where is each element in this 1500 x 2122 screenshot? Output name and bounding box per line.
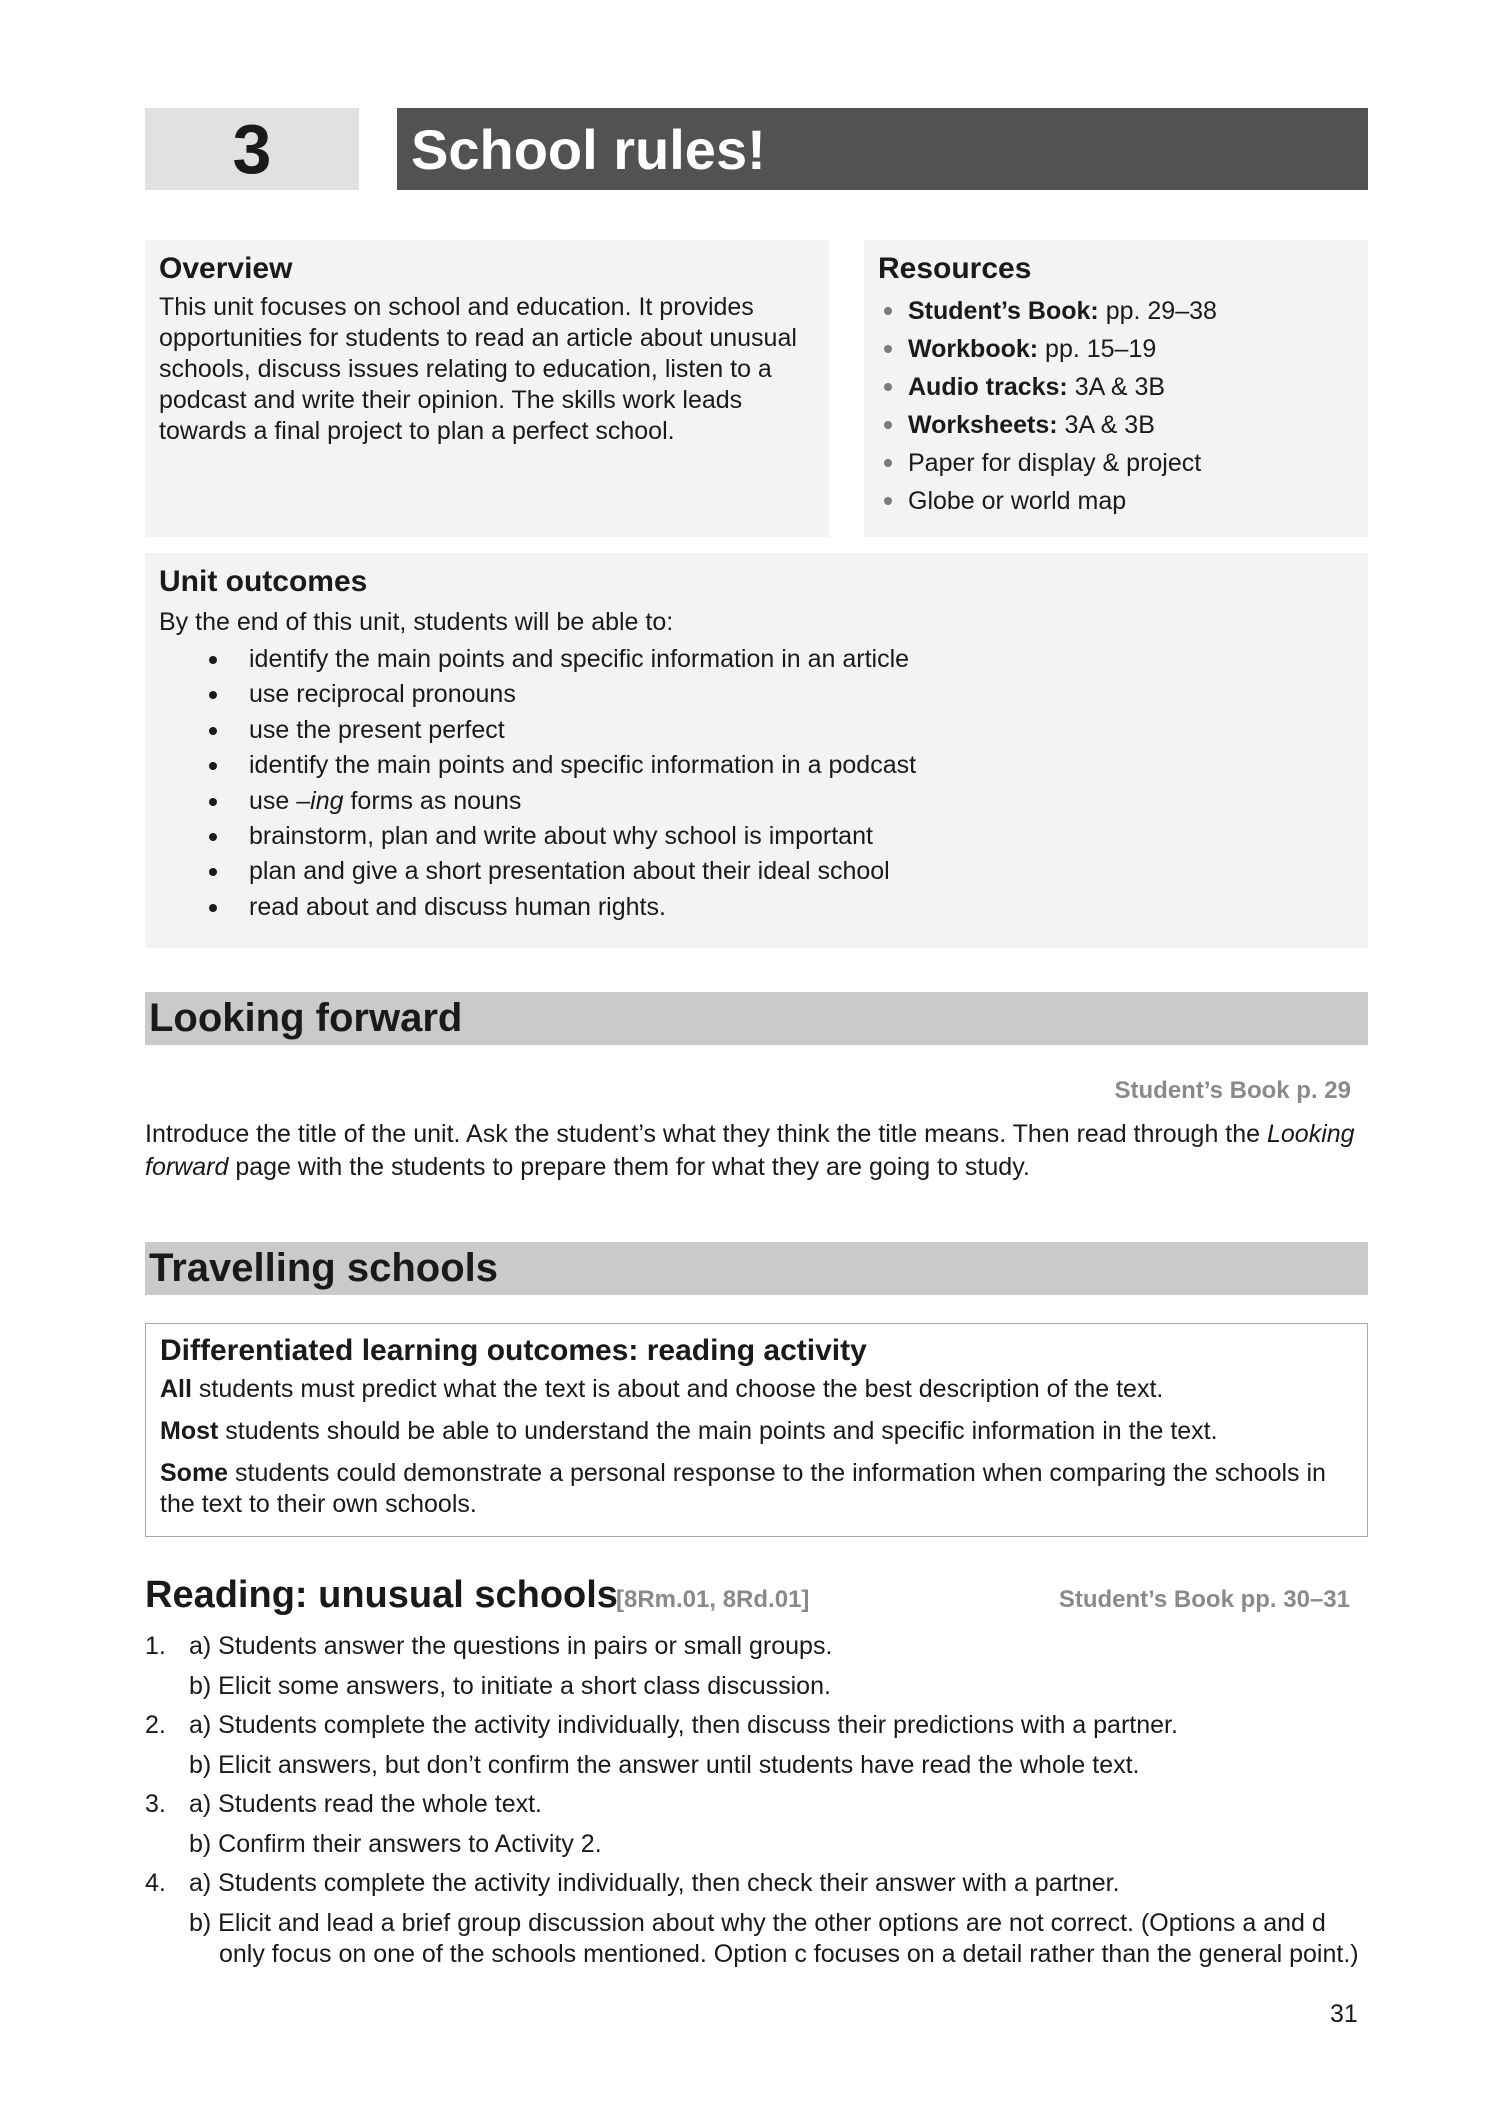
outcome-item: use reciprocal pronouns: [159, 677, 1354, 712]
travelling-schools-heading: Travelling schools: [145, 1242, 1368, 1295]
step-a: 4. a) Students complete the activity individually, then check their answer with a partner.: [145, 1864, 1375, 1904]
step-a: 2. a) Students complete the activity individually, then discuss their predictions with a partner.: [145, 1706, 1375, 1746]
step-number: 2.: [145, 1711, 166, 1739]
outcome-item: identify the main points and specific information in a podcast: [159, 748, 1354, 783]
resource-item: Globe or world map: [878, 482, 1354, 520]
resources-list: [878, 292, 1354, 520]
dlo-heading: Differentiated learning outcomes: reading activity: [160, 1334, 867, 1367]
looking-forward-heading: Looking forward: [145, 992, 1368, 1045]
reading-steps: [145, 1627, 1375, 1970]
looking-forward-text: Introduce the title of the unit. Ask the student’s what they think the title means. Then read through the Looking forward page with the students to prepare them for what they are going to study.: [145, 1120, 1355, 1181]
step-a: 1. a) Students answer the questions in pairs or small groups.: [145, 1627, 1375, 1667]
unit-title: School rules!: [397, 108, 1368, 190]
resource-item: Audio tracks: 3A & 3B: [878, 368, 1354, 406]
outcome-item: identify the main points and specific information in an article: [159, 642, 1354, 677]
unit-outcomes-heading: Unit outcomes: [159, 565, 368, 598]
dlo-row: Most students should be able to understand the main points and specific information in the text.: [160, 1417, 1218, 1445]
unit-number: 3: [145, 108, 359, 190]
looking-forward-book-ref: Student’s Book p. 29: [1114, 1077, 1351, 1104]
page-number: 31: [1330, 2000, 1358, 2028]
step-number: 1.: [145, 1632, 166, 1660]
step-number: 4.: [145, 1869, 166, 1897]
reading-codes: [8Rm.01, 8Rd.01]: [616, 1586, 810, 1613]
resource-item: Worksheets: 3A & 3B: [878, 406, 1354, 444]
reading-heading: Reading: unusual schools: [145, 1574, 618, 1616]
outcome-item: read about and discuss human rights.: [159, 890, 1354, 925]
step-b: b) Elicit answers, but don’t confirm the answer until students have read the whole text.: [189, 1750, 1140, 1779]
outcome-item: use the present perfect: [159, 713, 1354, 748]
outcome-item: plan and give a short presentation about their ideal school: [159, 854, 1354, 889]
reading-book-ref: Student’s Book pp. 30–31: [1058, 1586, 1350, 1613]
unit-outcomes-list: [159, 642, 1354, 925]
overview-heading: Overview: [159, 252, 293, 285]
differentiated-outcomes-box: [145, 1323, 1368, 1537]
resource-item: Workbook: pp. 15–19: [878, 330, 1354, 368]
unit-outcomes-intro: By the end of this unit, students will be able to:: [159, 608, 674, 636]
step-b: b) Elicit some answers, to initiate a short class discussion.: [189, 1671, 831, 1700]
resource-item: Paper for display & project: [878, 444, 1354, 482]
resources-box: [864, 240, 1368, 537]
resources-heading: Resources: [878, 252, 1032, 285]
overview-text: This unit focuses on school and education. It provides opportunities for students to read an article about unusual schools, discuss issues relating to education, listen to a podcast and write their opinion. The skills work leads towards a final project to plan a perfect school.: [159, 293, 797, 445]
dlo-row: Some students could demonstrate a personal response to the information when comparing the schools in the text to their own schools.: [160, 1459, 1326, 1518]
overview-box: [145, 240, 829, 537]
step-a: 3. a) Students read the whole text.: [145, 1785, 1375, 1825]
dlo-row: All students must predict what the text is about and choose the best description of the text.: [160, 1375, 1164, 1403]
outcome-item: use –ing forms as nouns: [159, 784, 1354, 819]
resource-item: Student’s Book: pp. 29–38: [878, 292, 1354, 330]
step-b: b) Elicit and lead a brief group discussion about why the other options are not correct. (Options a and d only focus on one of the schools mentioned. Option c focuses on a detail rather than the general point.): [189, 1908, 1359, 1968]
step-number: 3.: [145, 1790, 166, 1818]
outcome-item: brainstorm, plan and write about why school is important: [159, 819, 1354, 854]
step-b: b) Confirm their answers to Activity 2.: [189, 1829, 602, 1858]
unit-outcomes-box: [145, 553, 1368, 948]
